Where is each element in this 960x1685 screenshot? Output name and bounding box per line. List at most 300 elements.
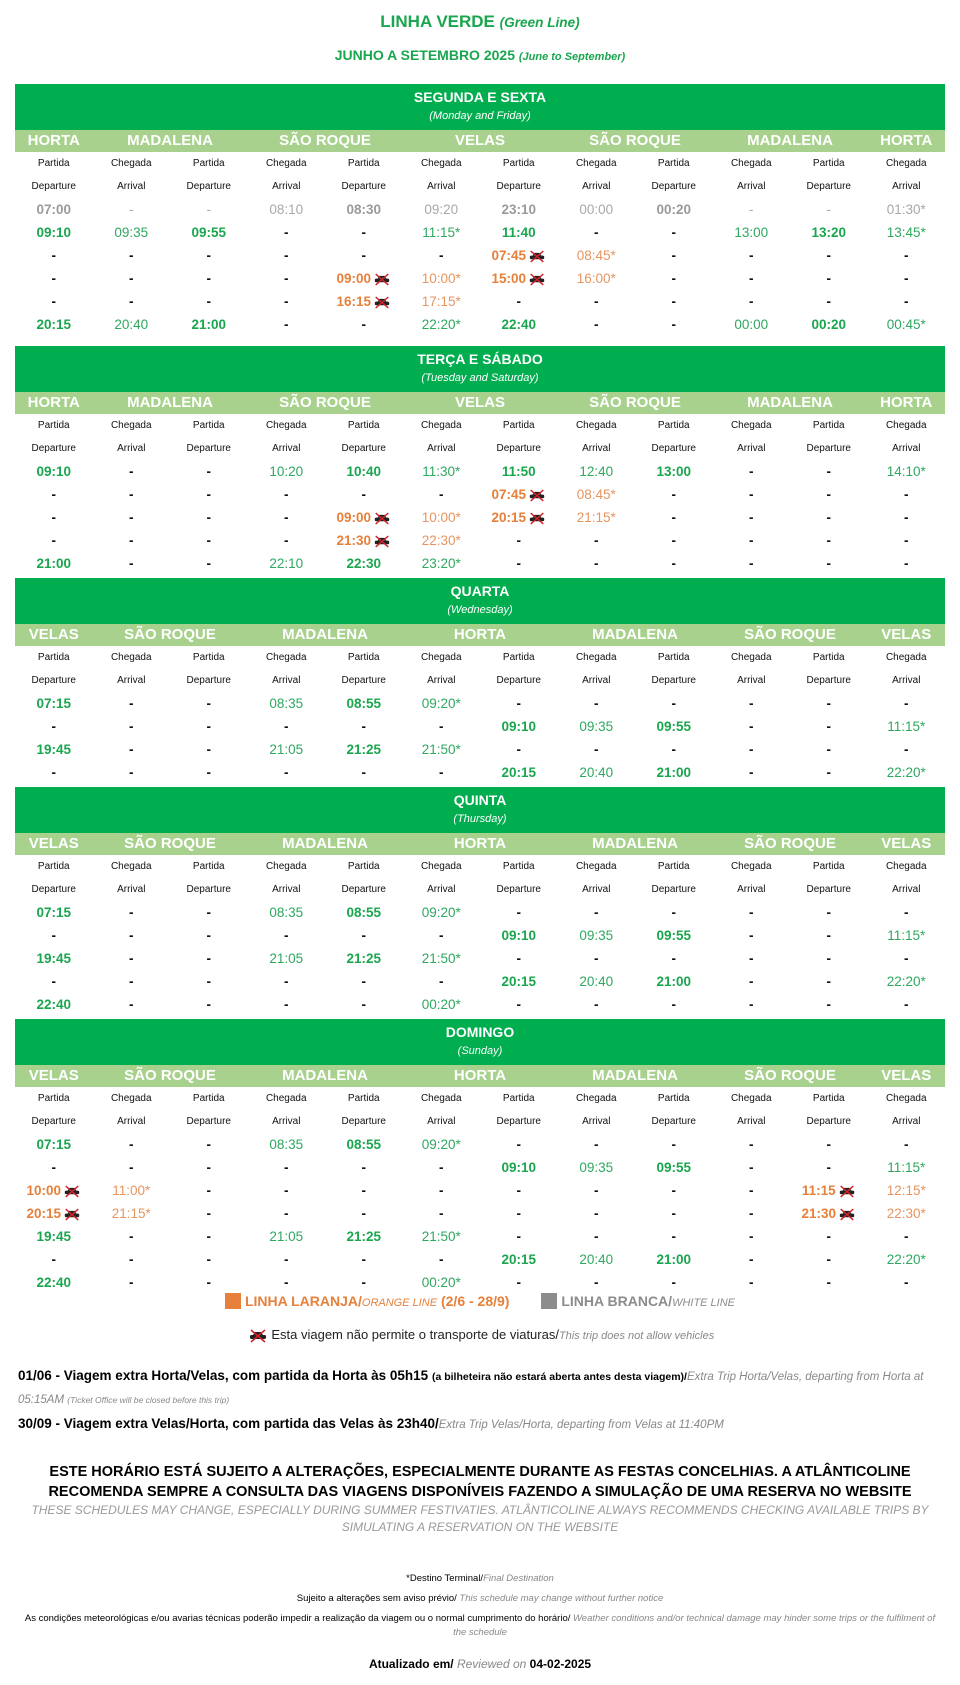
time-value: - xyxy=(361,225,366,240)
time-value: 20:15 xyxy=(491,510,527,525)
time-value: - xyxy=(361,317,366,332)
time-value: - xyxy=(284,317,289,332)
time-cell xyxy=(790,765,868,780)
time-value: 09:20* xyxy=(421,905,461,920)
column-label: Departure xyxy=(186,884,231,895)
time-value: 19:45 xyxy=(36,951,72,966)
time-cell xyxy=(325,1275,403,1290)
updated-en: Reviewed on xyxy=(456,1657,530,1671)
time-cell xyxy=(170,464,248,479)
time-cell xyxy=(635,487,713,502)
time-value: 21:25 xyxy=(346,951,382,966)
station-name: MADALENA xyxy=(747,394,833,411)
time-cell xyxy=(868,271,946,286)
column-label: Partida xyxy=(347,420,380,431)
station-name: SÃO ROQUE xyxy=(744,835,836,852)
time-value: - xyxy=(826,248,831,263)
time-cell xyxy=(635,248,713,263)
time-cell xyxy=(868,317,946,332)
column-label: Departure xyxy=(651,884,696,895)
time-value: - xyxy=(516,556,521,571)
updated-value: 04-02-2025 xyxy=(529,1657,592,1671)
time-value: 12:15* xyxy=(886,1183,926,1198)
time-cell xyxy=(635,225,713,240)
time-cell xyxy=(790,1206,868,1221)
time-value: - xyxy=(826,1275,831,1290)
time-value: 00:20* xyxy=(421,997,461,1012)
time-value: 11:40 xyxy=(501,225,536,240)
time-value: 09:55 xyxy=(656,928,692,943)
time-value: 21:25 xyxy=(346,1229,382,1244)
column-label: Chegada xyxy=(110,158,152,169)
time-cell xyxy=(325,696,403,711)
time-cell xyxy=(248,464,326,479)
time-value: 21:00 xyxy=(656,1252,692,1267)
time-value: - xyxy=(749,248,754,263)
column-label: Departure xyxy=(31,884,76,895)
time-value: - xyxy=(749,271,754,286)
day-title: QUARTA xyxy=(450,583,510,599)
time-cell xyxy=(635,202,713,217)
column-label: Arrival xyxy=(737,181,766,192)
time-value: - xyxy=(826,905,831,920)
time-cell xyxy=(480,1137,558,1152)
column-label: Departure xyxy=(186,675,231,686)
time-cell xyxy=(15,464,93,479)
time-value: - xyxy=(594,1229,599,1244)
time-value: - xyxy=(749,510,754,525)
time-value: - xyxy=(361,974,366,989)
time-cell xyxy=(325,533,403,548)
station-name: MADALENA xyxy=(282,1067,368,1084)
label-row-en xyxy=(15,437,945,460)
time-cell xyxy=(325,464,403,479)
table-row xyxy=(15,970,945,993)
extra-trip-pt: 30/09 - Viagem extra Velas/Horta, com partida das Velas às 23h40/ xyxy=(18,1416,439,1431)
time-value: - xyxy=(206,556,211,571)
legend-white-line xyxy=(541,1293,735,1309)
time-value: 09:10 xyxy=(36,225,72,240)
time-cell xyxy=(790,248,868,263)
column-label: Partida xyxy=(347,1093,380,1104)
time-cell xyxy=(713,742,791,757)
time-cell xyxy=(248,510,326,525)
time-cell xyxy=(325,1206,403,1221)
notice-pt: Sujeito a alterações sem aviso prévio/ xyxy=(296,1593,460,1604)
time-cell xyxy=(170,1252,248,1267)
column-label: Partida xyxy=(192,1093,225,1104)
time-cell xyxy=(558,271,636,286)
time-value: 21:50* xyxy=(421,951,461,966)
station-name: HORTA xyxy=(453,1067,507,1084)
time-cell xyxy=(170,248,248,263)
time-cell xyxy=(790,905,868,920)
time-value: 09:20* xyxy=(421,1137,461,1152)
time-cell xyxy=(15,928,93,943)
schedule-section xyxy=(15,346,945,575)
no-car-icon xyxy=(836,1206,856,1221)
column-label: Chegada xyxy=(575,158,617,169)
time-value: - xyxy=(749,1229,754,1244)
time-value: - xyxy=(206,1229,211,1244)
time-value: - xyxy=(361,765,366,780)
day-subtitle: (Monday and Friday) xyxy=(429,110,531,122)
time-value: 08:55 xyxy=(346,696,382,711)
column-label: Partida xyxy=(812,420,845,431)
table-row xyxy=(15,1248,945,1271)
time-value: - xyxy=(594,951,599,966)
time-value: - xyxy=(594,742,599,757)
time-cell xyxy=(635,294,713,309)
time-cell xyxy=(93,510,171,525)
time-value: 11:15* xyxy=(887,719,926,734)
time-value: 09:10 xyxy=(36,464,72,479)
day-subtitle: (Thursday) xyxy=(453,813,507,825)
time-value: 21:25 xyxy=(346,742,382,757)
time-value: 20:15 xyxy=(501,974,537,989)
time-value: 21:05 xyxy=(269,1229,304,1244)
column-label: Chegada xyxy=(730,420,772,431)
time-cell xyxy=(15,1160,93,1175)
table-row xyxy=(15,1179,945,1202)
time-value: - xyxy=(671,696,676,711)
time-cell xyxy=(480,1206,558,1221)
time-cell xyxy=(170,1229,248,1244)
time-cell xyxy=(713,556,791,571)
time-cell xyxy=(480,464,558,479)
time-value: 21:00 xyxy=(656,974,692,989)
column-label: Chegada xyxy=(110,652,152,663)
time-value: 21:05 xyxy=(269,742,304,757)
column-label: Chegada xyxy=(110,1093,152,1104)
time-cell xyxy=(713,464,791,479)
schedule-section xyxy=(15,1019,945,1294)
column-label: Departure xyxy=(496,181,541,192)
time-value: 13:00 xyxy=(656,464,692,479)
no-vehicles-pt: Esta viagem não permite o transporte de viaturas/ xyxy=(271,1327,559,1342)
label-row-pt xyxy=(15,646,945,669)
column-label: Partida xyxy=(657,652,690,663)
column-label: Partida xyxy=(192,158,225,169)
time-value: 07:45 xyxy=(491,248,527,263)
table-row xyxy=(15,761,945,784)
time-cell xyxy=(790,1252,868,1267)
time-value: - xyxy=(594,1206,599,1221)
column-label: Departure xyxy=(496,1116,541,1127)
station-name: VELAS xyxy=(28,626,79,643)
time-value: 17:15* xyxy=(421,294,461,309)
table-row xyxy=(15,1202,945,1225)
time-cell xyxy=(170,294,248,309)
time-cell xyxy=(480,928,558,943)
column-label: Partida xyxy=(192,652,225,663)
time-cell xyxy=(790,1229,868,1244)
no-car-icon xyxy=(371,510,391,525)
time-cell xyxy=(635,317,713,332)
time-cell xyxy=(790,928,868,943)
time-cell xyxy=(868,974,946,989)
column-label: Arrival xyxy=(582,884,611,895)
time-value: - xyxy=(749,1252,754,1267)
column-label: Departure xyxy=(806,181,851,192)
orange-swatch-icon xyxy=(225,1293,241,1309)
time-cell xyxy=(15,1275,93,1290)
time-value: - xyxy=(129,556,134,571)
time-cell xyxy=(325,317,403,332)
dest-en: Final Destination xyxy=(483,1573,554,1584)
dest-pt: *Destino Terminal/ xyxy=(406,1573,484,1584)
column-label: Departure xyxy=(31,1116,76,1127)
legend-orange-en: ORANGE LINE xyxy=(361,1297,438,1309)
time-cell xyxy=(248,1252,326,1267)
time-cell xyxy=(480,951,558,966)
time-value: 16:00* xyxy=(576,271,616,286)
time-value: - xyxy=(206,202,211,217)
time-cell xyxy=(868,1275,946,1290)
time-cell xyxy=(15,556,93,571)
time-value: - xyxy=(206,696,211,711)
column-label: Partida xyxy=(502,420,535,431)
legend-white-en: WHITE LINE xyxy=(672,1297,736,1309)
station-name: MADALENA xyxy=(592,626,678,643)
time-value: - xyxy=(749,202,754,217)
time-value: - xyxy=(129,1160,134,1175)
time-cell xyxy=(15,248,93,263)
time-cell xyxy=(325,1229,403,1244)
time-value: 20:15 xyxy=(501,765,537,780)
time-value: 21:05 xyxy=(269,951,304,966)
time-value: - xyxy=(439,1206,444,1221)
time-cell xyxy=(713,1275,791,1290)
station-name: SÃO ROQUE xyxy=(589,394,681,411)
legend-orange-line xyxy=(245,1293,509,1309)
time-value: - xyxy=(749,464,754,479)
time-value: - xyxy=(671,317,676,332)
column-label: Chegada xyxy=(730,158,772,169)
time-value: - xyxy=(361,719,366,734)
time-value: 00:20* xyxy=(421,1275,461,1290)
time-cell xyxy=(403,742,481,757)
time-cell xyxy=(713,487,791,502)
time-cell xyxy=(248,974,326,989)
time-cell xyxy=(170,202,248,217)
no-car-icon xyxy=(371,271,391,286)
time-value: - xyxy=(904,294,909,309)
time-cell xyxy=(93,202,171,217)
time-cell xyxy=(248,1137,326,1152)
time-cell xyxy=(170,271,248,286)
time-value: - xyxy=(749,951,754,966)
day-subtitle: (Wednesday) xyxy=(447,604,513,616)
column-label: Arrival xyxy=(582,181,611,192)
table-row xyxy=(15,1271,945,1294)
time-cell xyxy=(790,1183,868,1198)
grey-swatch-icon xyxy=(541,1293,557,1309)
time-cell xyxy=(248,556,326,571)
no-vehicles-en: This trip does not allow vehicles xyxy=(558,1330,715,1342)
label-row-en xyxy=(15,878,945,901)
time-cell xyxy=(248,1206,326,1221)
time-value: - xyxy=(749,1206,754,1221)
column-label: Arrival xyxy=(582,443,611,454)
time-cell xyxy=(713,1229,791,1244)
time-cell xyxy=(248,225,326,240)
time-value: 00:45* xyxy=(886,317,926,332)
column-label: Chegada xyxy=(420,158,462,169)
station-name: MADALENA xyxy=(747,132,833,149)
time-value: - xyxy=(51,248,56,263)
time-cell xyxy=(403,1252,481,1267)
station-row xyxy=(15,624,945,646)
time-cell xyxy=(558,510,636,525)
station-name: MADALENA xyxy=(592,1067,678,1084)
station-row xyxy=(15,392,945,414)
time-value: 08:35 xyxy=(269,905,304,920)
column-label: Chegada xyxy=(885,1093,927,1104)
time-cell xyxy=(480,1160,558,1175)
time-value: - xyxy=(594,317,599,332)
time-value: 11:50 xyxy=(501,464,536,479)
time-cell xyxy=(868,202,946,217)
time-value: - xyxy=(439,719,444,734)
time-cell xyxy=(868,487,946,502)
table-row xyxy=(15,313,945,336)
time-value: 13:45* xyxy=(886,225,926,240)
time-cell xyxy=(713,951,791,966)
time-value: 19:45 xyxy=(36,742,72,757)
time-cell xyxy=(93,1229,171,1244)
time-cell xyxy=(248,202,326,217)
time-cell xyxy=(93,997,171,1012)
time-value: 09:55 xyxy=(656,1160,692,1175)
time-cell xyxy=(635,510,713,525)
time-value: - xyxy=(129,997,134,1012)
time-cell xyxy=(558,225,636,240)
time-value: - xyxy=(439,487,444,502)
column-label: Chegada xyxy=(885,652,927,663)
time-value: - xyxy=(671,248,676,263)
column-label: Departure xyxy=(806,884,851,895)
time-cell xyxy=(713,974,791,989)
time-cell xyxy=(868,1229,946,1244)
time-value: - xyxy=(749,974,754,989)
day-subtitle: (Sunday) xyxy=(457,1045,503,1057)
time-cell xyxy=(480,202,558,217)
time-value: - xyxy=(671,1183,676,1198)
time-cell xyxy=(170,997,248,1012)
station-name: HORTA xyxy=(453,626,507,643)
time-cell xyxy=(480,225,558,240)
time-cell xyxy=(558,294,636,309)
time-value: - xyxy=(594,997,599,1012)
time-value: 07:15 xyxy=(36,905,72,920)
time-cell xyxy=(635,1183,713,1198)
time-cell xyxy=(248,719,326,734)
time-cell xyxy=(558,928,636,943)
time-value: - xyxy=(904,997,909,1012)
time-cell xyxy=(713,1137,791,1152)
time-value: 22:20* xyxy=(886,765,926,780)
time-value: - xyxy=(129,742,134,757)
time-cell xyxy=(480,997,558,1012)
column-label: Departure xyxy=(341,884,386,895)
time-value: 07:15 xyxy=(36,696,72,711)
time-cell xyxy=(248,928,326,943)
time-cell xyxy=(868,1206,946,1221)
time-value: - xyxy=(671,1137,676,1152)
time-value: 20:40 xyxy=(579,974,614,989)
time-cell xyxy=(713,765,791,780)
time-value: 12:40 xyxy=(579,464,614,479)
time-cell xyxy=(713,202,791,217)
no-car-icon xyxy=(836,1183,856,1198)
time-cell xyxy=(558,1275,636,1290)
time-value: - xyxy=(594,533,599,548)
no-car-icon xyxy=(61,1206,81,1221)
column-label: Partida xyxy=(812,652,845,663)
time-value: - xyxy=(826,951,831,966)
time-cell xyxy=(170,1275,248,1290)
time-cell xyxy=(868,1252,946,1267)
time-value: - xyxy=(749,905,754,920)
column-label: Chegada xyxy=(575,861,617,872)
day-title: TERÇA E SÁBADO xyxy=(417,351,543,367)
time-value: - xyxy=(594,1137,599,1152)
time-value: 09:10 xyxy=(501,928,537,943)
extra-trip-pt: 01/06 - Viagem extra Horta/Velas, com partida da Horta às 05h15 xyxy=(18,1368,432,1383)
label-row-pt xyxy=(15,1087,945,1110)
time-value: 10:00* xyxy=(421,271,461,286)
time-value: - xyxy=(361,1160,366,1175)
time-cell xyxy=(403,1229,481,1244)
time-cell xyxy=(93,1183,171,1198)
time-cell xyxy=(325,487,403,502)
time-value: - xyxy=(904,1137,909,1152)
time-value: - xyxy=(749,487,754,502)
table-row xyxy=(15,1225,945,1248)
time-cell xyxy=(170,696,248,711)
time-value: - xyxy=(749,294,754,309)
time-cell xyxy=(790,317,868,332)
time-value: - xyxy=(439,248,444,263)
time-value: - xyxy=(439,1160,444,1175)
time-cell xyxy=(558,317,636,332)
time-value: - xyxy=(284,533,289,548)
time-value: - xyxy=(206,765,211,780)
time-cell xyxy=(403,696,481,711)
period-pt: JUNHO A SETEMBRO 2025 xyxy=(334,47,515,63)
time-value: 00:00 xyxy=(579,202,614,217)
notice-note xyxy=(0,1592,960,1606)
time-cell xyxy=(480,317,558,332)
column-label: Departure xyxy=(31,675,76,686)
time-cell xyxy=(558,742,636,757)
time-value: 22:20* xyxy=(421,317,461,332)
time-value: - xyxy=(361,928,366,943)
station-name: MADALENA xyxy=(127,394,213,411)
no-car-icon xyxy=(246,1327,268,1342)
time-cell xyxy=(403,997,481,1012)
time-cell xyxy=(93,974,171,989)
column-label: Partida xyxy=(502,652,535,663)
time-value: 08:30 xyxy=(346,202,382,217)
time-value: - xyxy=(749,742,754,757)
time-cell xyxy=(403,510,481,525)
time-cell xyxy=(635,556,713,571)
time-value: - xyxy=(206,464,211,479)
time-value: - xyxy=(284,1160,289,1175)
time-value: 20:15 xyxy=(501,1252,537,1267)
